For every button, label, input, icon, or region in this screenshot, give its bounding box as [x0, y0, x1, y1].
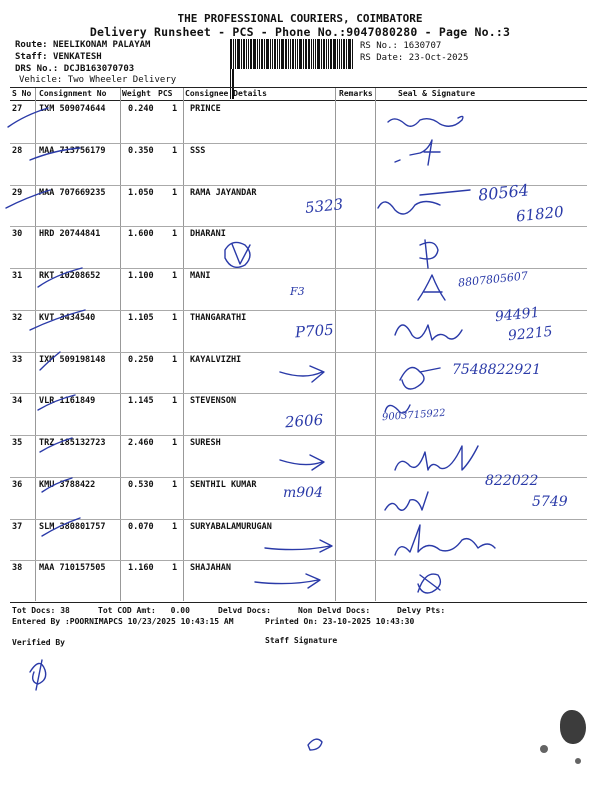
tick-mark: [42, 518, 80, 536]
signature-row-36: [385, 492, 428, 510]
tick-mark: [40, 438, 72, 452]
hw-phone-29b: 61820: [515, 202, 565, 226]
row-pcs: 1: [172, 354, 178, 365]
signature-row-28: [395, 140, 440, 165]
hw-remark-36: m904: [283, 485, 323, 501]
row-weight: 1.050: [128, 187, 154, 198]
staff-signature-mark: [308, 739, 322, 750]
hw-phone-32b: 92215: [507, 323, 554, 345]
rs-no-value: 1630707: [403, 41, 442, 51]
row-pcs: 1: [172, 104, 178, 114]
delvd-docs-label: Delvd Docs:: [218, 606, 271, 615]
col-consignee: Consignee Details: [185, 89, 267, 98]
row-consignee: SURESH: [190, 438, 221, 448]
tick-mark: [42, 478, 72, 492]
tick-mark: [8, 108, 48, 127]
row-consignment-no: RKT 10208652: [39, 271, 101, 281]
row-pcs: 1: [172, 438, 178, 448]
row-sno: 37: [12, 521, 23, 532]
row-pcs: 1: [172, 312, 178, 323]
tick-mark: [30, 148, 80, 160]
col-sno: S No: [12, 89, 32, 98]
row-weight: 1.100: [128, 271, 154, 281]
row-pcs: 1: [172, 521, 178, 532]
signature-row-38: [418, 574, 440, 593]
arrow-mark: [280, 366, 324, 382]
row-pcs: 1: [172, 271, 178, 281]
drs-label: DRS No.:: [15, 64, 59, 74]
row-sno: 27: [12, 104, 23, 114]
tot-docs-value: 38: [60, 606, 70, 615]
row-consignee: RAMA JAYANDAR: [190, 187, 257, 198]
company-name: THE PROFESSIONAL COURIERS, COIMBATORE: [177, 12, 423, 25]
row-consignee: STEVENSON: [190, 396, 237, 407]
row-sno: 35: [12, 438, 23, 448]
signature-row-31: [418, 275, 445, 300]
signature-row-33: [400, 368, 440, 390]
vehicle-label: Vehicle:: [19, 75, 63, 85]
row-sno: 36: [12, 479, 23, 490]
ink-blot: [540, 745, 548, 753]
staff-label: Staff:: [15, 52, 48, 62]
tick-mark: [6, 187, 50, 208]
tot-docs-label: Tot Docs:: [12, 606, 56, 615]
tot-cod: [98, 606, 190, 615]
signature-row-29: [378, 190, 470, 214]
staff-value: VENKATESH: [52, 52, 102, 62]
row-pcs: 1: [172, 396, 178, 407]
verified-by-signature: [30, 660, 46, 690]
printed-on: Printed On: 23-10-2025 10:43:30: [265, 617, 415, 626]
row-weight: 0.070: [128, 521, 154, 532]
hw-phone-36a: 822022: [485, 473, 539, 489]
row-consignee: SHAJAHAN: [190, 563, 231, 574]
rs-no-label: RS No.:: [360, 41, 398, 51]
hw-remark-31: F3: [290, 285, 305, 298]
row-consignment-no: IXM 509074644: [39, 104, 106, 114]
signature-row-37: [395, 525, 495, 555]
hw-remark-29: 5323: [304, 195, 345, 217]
hw-phone-36b: 5749: [532, 494, 568, 510]
signature-row-27: [388, 116, 463, 126]
row-sno: 31: [12, 271, 23, 281]
col-weight: Weight: [122, 89, 151, 98]
arrow-mark: [280, 455, 324, 470]
row-sno: 34: [12, 396, 23, 407]
staff-signature-label: Staff Signature: [265, 636, 338, 645]
row-consignment-no: MAA 713756179: [39, 145, 106, 156]
col-seal-signature: Seal & Signature: [398, 89, 476, 98]
arrow-mark: [265, 540, 332, 552]
row-consignment-no: SLM 380801757: [39, 521, 106, 532]
row-pcs: 1: [172, 187, 178, 198]
row-weight: 0.240: [128, 104, 154, 114]
col-pcs: PCS: [158, 89, 173, 98]
row-consignment-no: HRD 20744841: [39, 229, 101, 240]
entered-by: Entered By :POORNIMAPCS 10/23/2025 10:43:15 AM: [12, 617, 234, 626]
row-consignment-no: MAA 710157505: [39, 563, 106, 574]
row-consignment-no: MAA 707669235: [39, 187, 106, 198]
dharani-mark: [225, 242, 250, 267]
row-consignee: THANGARATHI: [190, 312, 247, 323]
row-sno: 38: [12, 563, 23, 574]
row-consignee: KAYALVIZHI: [190, 354, 242, 365]
row-consignee: SENTHIL KUMAR: [190, 479, 257, 490]
tot-docs: [12, 606, 70, 615]
row-weight: 2.460: [128, 438, 154, 448]
route-label: Route:: [15, 40, 48, 50]
row-consignment-no: IXM 509198148: [39, 354, 106, 365]
tick-mark: [38, 395, 75, 410]
hw-remark-34: 2606: [284, 410, 324, 432]
delvy-pts-label: Delvy Pts:: [397, 606, 446, 615]
hw-phone-33: 7548822921: [452, 362, 542, 378]
col-remarks: Remarks: [339, 89, 373, 98]
row-weight: 1.145: [128, 396, 154, 407]
ink-blot: [575, 758, 581, 764]
row-consignee: PRINCE: [190, 104, 221, 114]
row-consignee: SURYABALAMURUGAN: [190, 521, 272, 532]
tick-mark: [30, 310, 85, 330]
signature-row-30: [420, 240, 438, 268]
signature-row-32: [395, 325, 462, 340]
row-consignee: DHARANI: [190, 229, 226, 240]
row-weight: 1.105: [128, 312, 154, 323]
row-consignment-no: VLR 1161849: [39, 396, 96, 407]
col-consignment: Consignment No: [39, 89, 107, 98]
row-consignee: SSS: [190, 145, 206, 156]
hw-phone-34: 9003715922: [381, 407, 446, 424]
row-sno: 32: [12, 312, 23, 323]
hw-phone-31: 8807805607: [457, 269, 529, 290]
row-consignee: MANI: [190, 271, 211, 281]
runsheet-title: Delivery Runsheet - PCS - Phone No.:9047080280 - Page No.:3: [89, 25, 511, 39]
ink-blot: [560, 710, 586, 744]
row-pcs: 1: [172, 229, 178, 240]
row-pcs: 1: [172, 563, 178, 574]
hw-remark-32: P705: [294, 320, 335, 342]
hw-phone-29a: 80564: [477, 180, 530, 205]
row-sno: 29: [12, 187, 23, 198]
row-weight: 0.530: [128, 479, 154, 490]
row-sno: 30: [12, 229, 23, 240]
verified-by-label: Verified By: [12, 638, 65, 647]
row-weight: 0.250: [128, 354, 154, 365]
tick-mark: [40, 352, 60, 370]
arrow-mark: [255, 574, 320, 588]
row-consignment-no: KMU 3788422: [39, 479, 96, 490]
signature-row-35: [395, 446, 478, 470]
row-consignment-no: TRZ 185132723: [39, 438, 106, 448]
row-weight: 1.600: [128, 229, 154, 240]
non-delvd-docs-label: Non Delvd Docs:: [298, 606, 371, 615]
row-weight: 1.160: [128, 563, 154, 574]
tot-cod-label: Tot COD Amt:: [98, 606, 156, 615]
row-pcs: 1: [172, 479, 178, 490]
tot-cod-value: 0.00: [170, 606, 190, 615]
row-weight: 0.350: [128, 145, 154, 156]
rs-date-value: 23-Oct-2025: [408, 53, 469, 63]
row-sno: 28: [12, 145, 23, 156]
tick-mark: [38, 268, 82, 287]
drs-value: DCJB163070703: [63, 64, 135, 74]
hw-phone-32a: 94491: [494, 304, 541, 326]
row-sno: 33: [12, 354, 23, 365]
row-pcs: 1: [172, 145, 178, 156]
vehicle-value: Two Wheeler Delivery: [67, 75, 177, 85]
route-value: NEELIKONAM PALAYAM: [52, 40, 151, 50]
row-consignment-no: KVT 3434540: [39, 312, 96, 323]
rs-date-label: RS Date:: [360, 53, 404, 63]
